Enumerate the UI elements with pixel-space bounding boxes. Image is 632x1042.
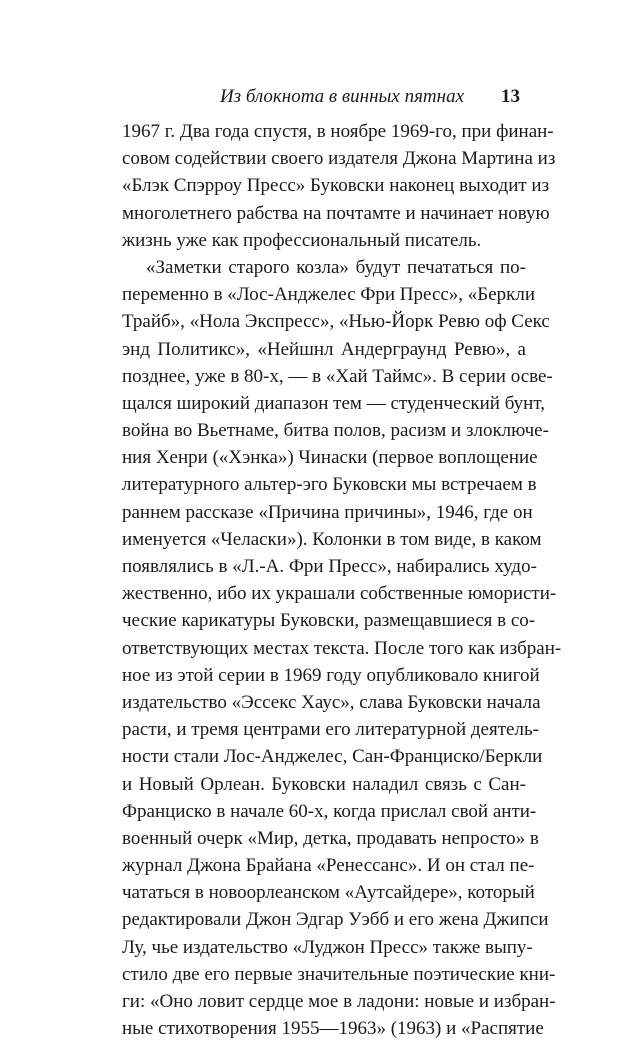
text-line: позднее, уже в 80-х, — в «Хай Таймс». В серии осве- xyxy=(122,365,553,387)
text-line: и Новый Орлеан. Буковски наладил связь с Сан- xyxy=(122,773,526,795)
text-line: именуется «Челаски»). Колонки в том виде, в каком xyxy=(122,528,542,550)
page-number: 13 xyxy=(501,86,520,107)
text-line: ческие карикатуры Буковски, размещавшиеся в со- xyxy=(122,610,536,632)
text-line: «Заметки старого козла» будут печататься по- xyxy=(146,256,526,278)
text-line: переменно в «Лос-Анджелес Фри Пресс», «Беркли xyxy=(122,284,536,306)
text-line: ное из этой серии в 1969 году опубликовало книгой xyxy=(122,664,540,686)
text-line: издательство «Эссекс Хаус», слава Буковски начала xyxy=(122,691,541,713)
text-line: щался широкий диапазон тем — студенческий бунт, xyxy=(122,392,545,414)
text-line: стило две его первые значительные поэтические кни- xyxy=(122,963,556,985)
text-line: литературного альтер-эго Буковски мы встречаем в xyxy=(122,474,537,496)
text-line: Франциско в начале 60-х, когда прислал свой анти- xyxy=(122,800,537,822)
text-line: редактировали Джон Эдгар Уэбб и его жена Джипси xyxy=(122,909,549,931)
text-line: ответствующих местах текста. После того как избран- xyxy=(122,637,562,659)
text-line: война во Вьетнаме, битва полов, расизм и злоключе- xyxy=(122,420,549,442)
text-line: ные стихотворения 1955—1963» (1963) и «Распятие xyxy=(122,1018,544,1040)
text-line: расти, и тремя центрами его литературной деятель- xyxy=(122,719,539,741)
running-head xyxy=(120,84,520,110)
text-line: появлялись в «Л.-А. Фри Пресс», набирались худо- xyxy=(122,556,537,577)
text-line: раннем рассказе «Причина причины», 1946, где он xyxy=(122,501,533,523)
text-line: Трайб», «Нола Экспресс», «Нью-Йорк Ревю оф Секс xyxy=(122,311,550,333)
text-line: военный очерк «Мир, детка, продавать непросто» в xyxy=(122,827,539,849)
text-line: энд Политикс», «Нейшнл Андерграунд Ревю», а xyxy=(122,338,526,360)
text-line: жественно, ибо их украшали собственные юмористи- xyxy=(122,583,557,605)
text-line: ги: «Оно ловит сердце мое в ладони: новые и избран- xyxy=(122,991,556,1012)
text-line: Лу, чье издательство «Луджон Пресс» также выпу- xyxy=(122,936,533,958)
text-line: журнал Джона Брайана «Ренессанс». И он стал пе- xyxy=(122,855,535,877)
text-line: ности стали Лос-Анджелес, Сан-Франциско/Беркли xyxy=(122,746,543,768)
running-title: Из блокнота в винных пятнах xyxy=(219,86,464,107)
text-line: совом содействии своего издателя Джона Мартина из xyxy=(122,148,556,170)
text-line: многолетнего рабства на почтамте и начинает новую xyxy=(122,202,550,224)
body-text xyxy=(122,118,562,1042)
text-line: ния Хенри («Хэнка») Чинаски (первое воплощение xyxy=(122,447,538,469)
text-line: жизнь уже как профессиональный писатель. xyxy=(122,229,482,251)
text-line: «Блэк Спэрроу Пресс» Буковски наконец выходит из xyxy=(122,175,550,197)
text-line: чататься в новоорлеанском «Аутсайдере», который xyxy=(122,882,535,904)
text-line: 1967 г. Два года спустя, в ноябре 1969-го, при финан- xyxy=(122,121,554,142)
